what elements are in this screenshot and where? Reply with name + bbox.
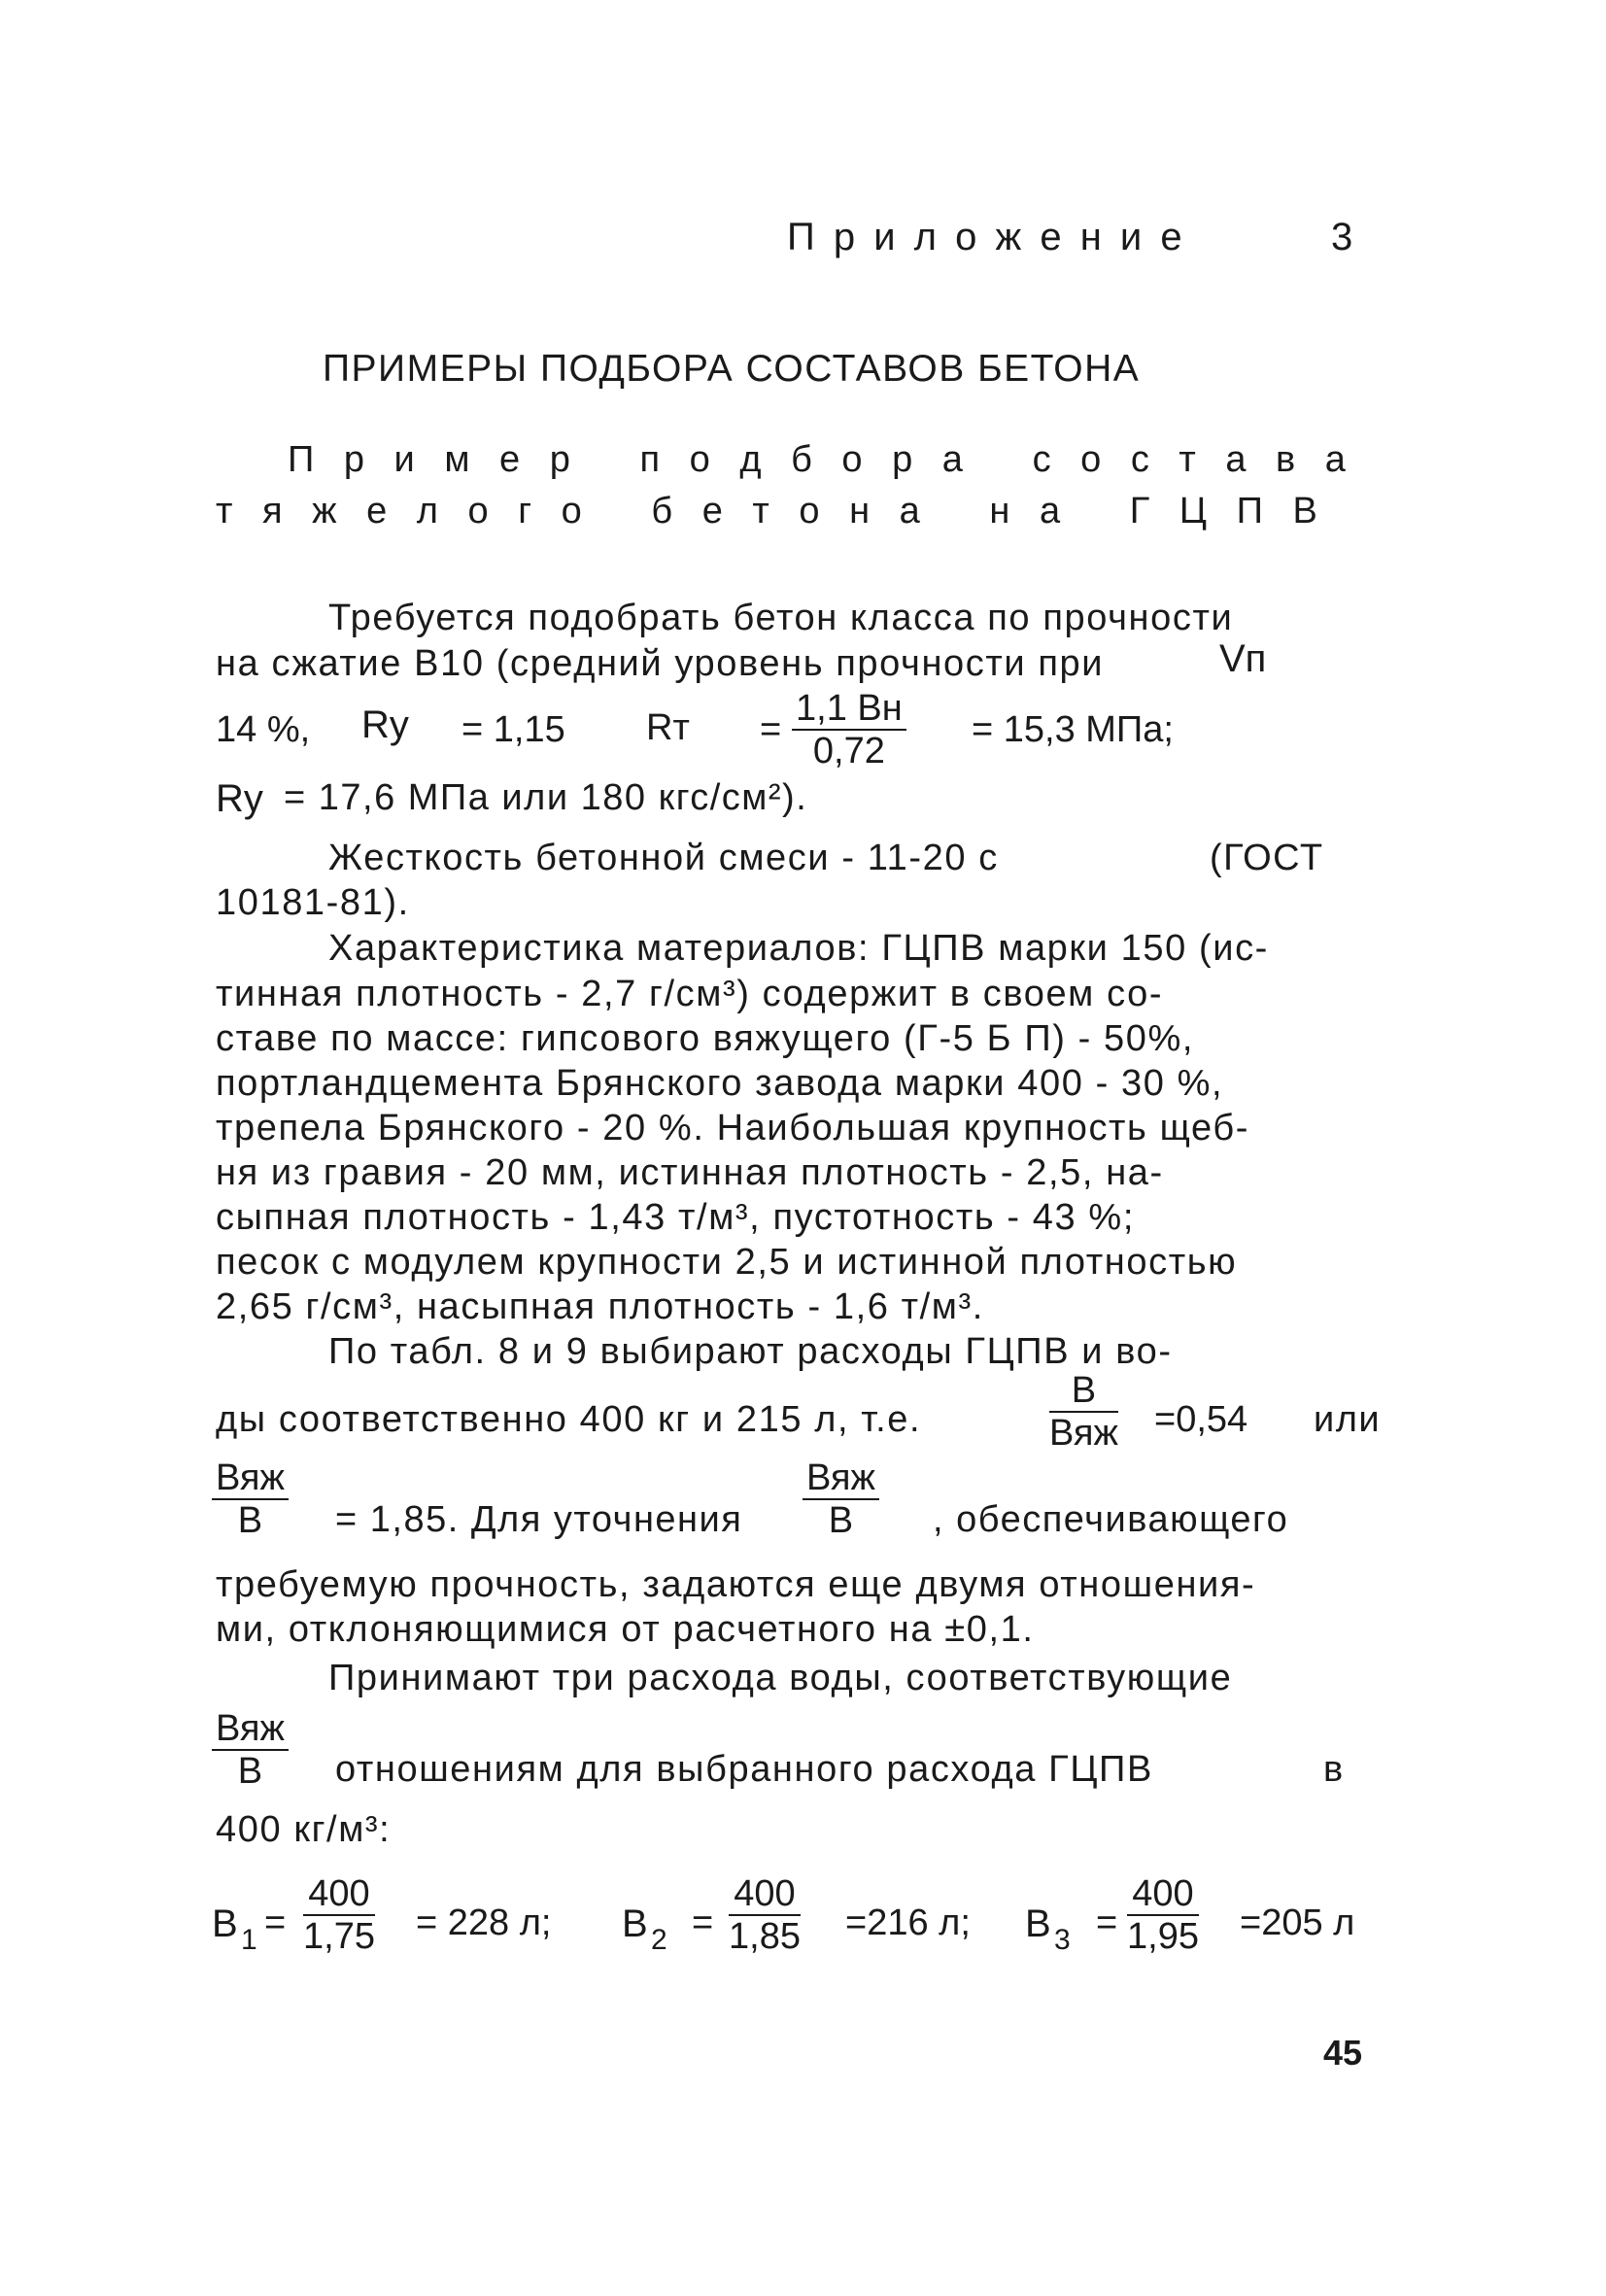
formula-b1-label: В	[212, 1902, 238, 1945]
formula-b1-index: 1	[241, 1924, 257, 1956]
subtitle-line-1: П р и м е р п о д б о р а с о с т а в а	[288, 439, 1355, 480]
formula-b3-fraction	[1127, 1873, 1199, 1957]
para3-line7: сыпная плотность - 1,43 т/м³, пустотность - 43 %;	[216, 1197, 1135, 1238]
ratio-fraction-1-den: Вяж	[1049, 1413, 1118, 1454]
formula-b1-num: 400	[303, 1873, 375, 1916]
para4-line1: По табл. 8 и 9 выбирают расходы ГЦПВ и во-	[328, 1331, 1173, 1372]
rt-fraction-den: 0,72	[812, 731, 885, 771]
para3-line5: трепела Брянского - 20 %. Наибольшая крупность щеб-	[216, 1108, 1249, 1148]
para3-line8: песок с модулем крупности 2,5 и истинной плотностью	[216, 1242, 1238, 1283]
ratio-fraction-3	[803, 1457, 879, 1541]
vn-symbol: Vп	[1219, 637, 1267, 680]
para5-line2: отношениям для выбранного расхода ГЦПВ	[335, 1749, 1153, 1790]
ratio-value-2: = 1,85. Для уточнения	[335, 1499, 743, 1540]
ry-symbol-1: Ry	[361, 703, 409, 746]
ratio-fraction-4-num: Вяж	[212, 1708, 289, 1751]
para2-line2: 10181-81).	[216, 882, 410, 923]
formula-eq: =	[1096, 1902, 1118, 1943]
para3-line1: Характеристика материалов: ГЦПВ марки 150 (ис-	[328, 928, 1269, 969]
para5-line3: 400 кг/м³:	[216, 1809, 392, 1850]
para2-gost: (ГОСТ	[1210, 838, 1324, 878]
rt-fraction-num: 1,1 Вн	[792, 688, 906, 731]
equals-sign: =	[760, 709, 782, 750]
formula-eq: =	[264, 1902, 287, 1943]
page-number: 45	[1323, 2033, 1363, 2073]
appendix-number: 3	[1331, 216, 1353, 258]
appendix-label: П р и л о ж е н и е	[787, 216, 1186, 258]
para4-tail: , обеспечивающего	[933, 1499, 1289, 1540]
para1-l3-c: = 15,3 МПа;	[972, 709, 1174, 750]
para1-l4: = 17,6 МПа или 180 кгс/см²).	[284, 777, 808, 818]
para5-line2-end: в	[1323, 1749, 1344, 1790]
formula-b2-result: =216 л;	[845, 1902, 971, 1943]
ratio-or: или	[1314, 1399, 1382, 1440]
formula-b1-den: 1,75	[303, 1916, 375, 1957]
para1-l3-a: 14 %,	[216, 709, 311, 750]
formula-b3-num: 400	[1127, 1873, 1199, 1916]
ratio-fraction-3-num: Вяж	[803, 1457, 879, 1500]
para4-line4: требуемую прочность, задаются еще двумя отношения-	[216, 1564, 1256, 1605]
ratio-fraction-1-num: В	[1049, 1370, 1118, 1413]
rt-symbol: Rт	[646, 707, 690, 748]
ratio-fraction-4-den: В	[237, 1751, 263, 1792]
para1-l3-b: = 1,15	[461, 709, 565, 750]
rt-fraction	[792, 688, 906, 771]
ratio-fraction-3-den: В	[828, 1500, 854, 1541]
para2-line1: Жесткость бетонной смеси - 11-20 с	[328, 838, 999, 878]
ratio-value-1: =0,54	[1154, 1399, 1248, 1440]
para3-line4: портландцемента Брянского завода марки 400 - 30 %,	[216, 1063, 1224, 1104]
formula-eq: =	[692, 1902, 714, 1943]
page-title: ПРИМЕРЫ ПОДБОРА СОСТАВОВ БЕТОНА	[323, 348, 1141, 390]
formula-b2-label: В	[622, 1902, 648, 1945]
ry-symbol-2: Ry	[216, 777, 263, 820]
subtitle-line-2: т я ж е л о г о б е т о н а н а Г Ц П В	[216, 491, 1327, 531]
formula-b2-den: 1,85	[729, 1916, 801, 1957]
para5-line1: Принимают три расхода воды, соответствующие	[328, 1658, 1233, 1698]
para3-line2: тинная плотность - 2,7 г/см³) содержит в своем со-	[216, 974, 1164, 1014]
ratio-fraction-4	[212, 1708, 289, 1792]
para4-line5: ми, отклоняющимися от расчетного на ±0,1.	[216, 1609, 1035, 1650]
formula-b3-den: 1,95	[1127, 1916, 1199, 1957]
formula-b3-result: =205 л	[1240, 1902, 1355, 1943]
formula-b3-index: 3	[1054, 1924, 1071, 1956]
ratio-fraction-1	[1049, 1370, 1118, 1454]
ratio-fraction-2	[212, 1457, 289, 1541]
para3-line3: ставе по массе: гипсового вяжущего (Г-5 Б П) - 50%,	[216, 1018, 1195, 1059]
formula-b2-index: 2	[651, 1924, 667, 1956]
formula-b1-fraction	[303, 1873, 375, 1957]
para4-line2: ды соответственно 400 кг и 215 л, т.е.	[216, 1399, 922, 1440]
formula-b1-result: = 228 л;	[416, 1902, 552, 1943]
ratio-fraction-2-den: В	[237, 1500, 263, 1541]
formula-b2-fraction	[729, 1873, 801, 1957]
para1-line1: Требуется подобрать бетон класса по прочности	[328, 598, 1234, 638]
para3-line6: ня из гравия - 20 мм, истинная плотность - 2,5, на-	[216, 1152, 1164, 1193]
formula-b3-label: В	[1025, 1902, 1051, 1945]
ratio-fraction-2-num: Вяж	[212, 1457, 289, 1500]
para1-line2: на сжатие В10 (средний уровень прочности при	[216, 643, 1105, 684]
formula-b2-num: 400	[729, 1873, 801, 1916]
para3-line9: 2,65 г/см³, насыпная плотность - 1,6 т/м³.	[216, 1286, 984, 1327]
